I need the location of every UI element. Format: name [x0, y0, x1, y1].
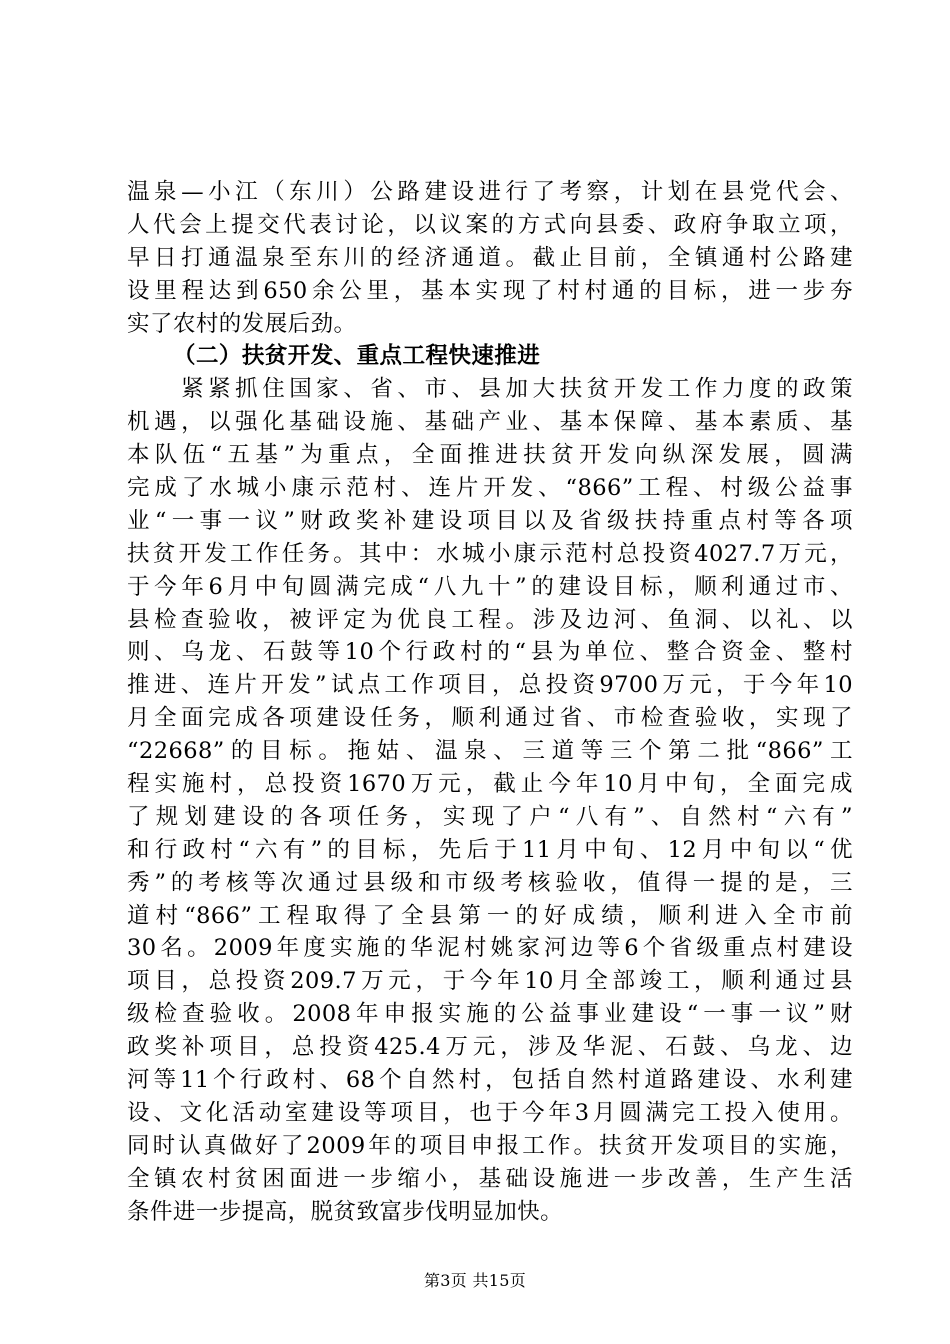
paragraph-poverty-alleviation — [127, 373, 853, 1228]
text-line: 秀”的考核等次通过县级和市级考核验收，值得一提的是，三 — [127, 869, 853, 896]
text-line: 实了农村的发展后劲。 — [127, 310, 357, 337]
text-line: 扶贫开发工作任务。其中：水城小康示范村总投资4027.7万元， — [127, 540, 853, 567]
page-number: 第3页 共15页 — [423, 1271, 527, 1290]
text-line: 全镇农村贫困面进一步缩小，基础设施进一步改善，生产生活 — [127, 1165, 853, 1192]
text-line: “22668”的目标。拖姑、温泉、三道等三个第二批“866”工 — [127, 738, 853, 765]
text-line: 县检查验收，被评定为优良工程。涉及边河、鱼洞、以礼、以 — [127, 606, 853, 633]
text-line: 完成了水城小康示范村、连片开发、“866”工程、村级公益事 — [127, 475, 853, 502]
text-line: 政奖补项目，总投资425.4万元，涉及华泥、石鼓、乌龙、边 — [127, 1034, 853, 1061]
text-line: 程实施村，总投资1670万元，截止今年10月中旬，全面完成 — [127, 771, 853, 798]
document-body — [127, 176, 853, 1229]
text-line: 了规划建设的各项任务，实现了户“八有”、自然村“六有” — [127, 803, 853, 830]
text-line: 同时认真做好了2009年的项目申报工作。扶贫开发项目的实施， — [127, 1132, 853, 1159]
text-line: 推进、连片开发”试点工作项目，总投资9700万元，于今年10 — [127, 672, 853, 699]
text-line: 业“一事一议”财政奖补建设项目以及省级扶持重点村等各项 — [127, 507, 853, 534]
text-line: 道村“866”工程取得了全县第一的好成绩，顺利进入全市前 — [127, 902, 853, 929]
paragraph-road-construction — [127, 176, 853, 340]
text-line: 机遇，以强化基础设施、基础产业、基本保障、基本素质、基 — [127, 409, 853, 436]
text-line: 设里程达到650余公里，基本实现了村村通的目标，进一步夯 — [127, 277, 853, 304]
section-heading: （二）扶贫开发、重点工程快速推进 — [173, 343, 541, 370]
text-line: 早日打通温泉至东川的经济通道。截止目前，全镇通村公路建 — [127, 244, 853, 271]
text-line: 本队伍“五基”为重点，全面推进扶贫开发向纵深发展，圆满 — [127, 442, 853, 469]
text-line: 条件进一步提高，脱贫致富步伐明显加快。 — [127, 1198, 564, 1225]
text-line: 于今年6月中旬圆满完成“八九十”的建设目标，顺利通过市、 — [127, 573, 853, 600]
text-line: 则、乌龙、石鼓等10个行政村的“县为单位、整合资金、整村 — [127, 639, 853, 666]
text-line: 河等11个行政村、68个自然村，包括自然村道路建设、水利建 — [127, 1067, 853, 1094]
text-line: 人代会上提交代表讨论，以议案的方式向县委、政府争取立项， — [127, 211, 853, 238]
text-line: 温泉—小江（东川）公路建设进行了考察，计划在县党代会、 — [127, 179, 853, 205]
text-line: 设、文化活动室建设等项目，也于今年3月圆满完工投入使用。 — [127, 1099, 853, 1126]
text-line: 级检查验收。2008年申报实施的公益事业建设“一事一议”财 — [127, 1001, 853, 1028]
text-line: 紧紧抓住国家、省、市、县加大扶贫开发工作力度的政策 — [127, 376, 853, 403]
text-line: 月全面完成各项建设任务，顺利通过省、市检查验收，实现了 — [127, 705, 853, 732]
text-line: 项目，总投资209.7万元，于今年10月全部竣工，顺利通过县 — [127, 968, 853, 995]
text-line: 和行政村“六有”的目标，先后于11月中旬、12月中旬以“优 — [127, 836, 853, 863]
text-line: 30名。2009年度实施的华泥村姚家河边等6个省级重点村建设 — [127, 935, 853, 962]
